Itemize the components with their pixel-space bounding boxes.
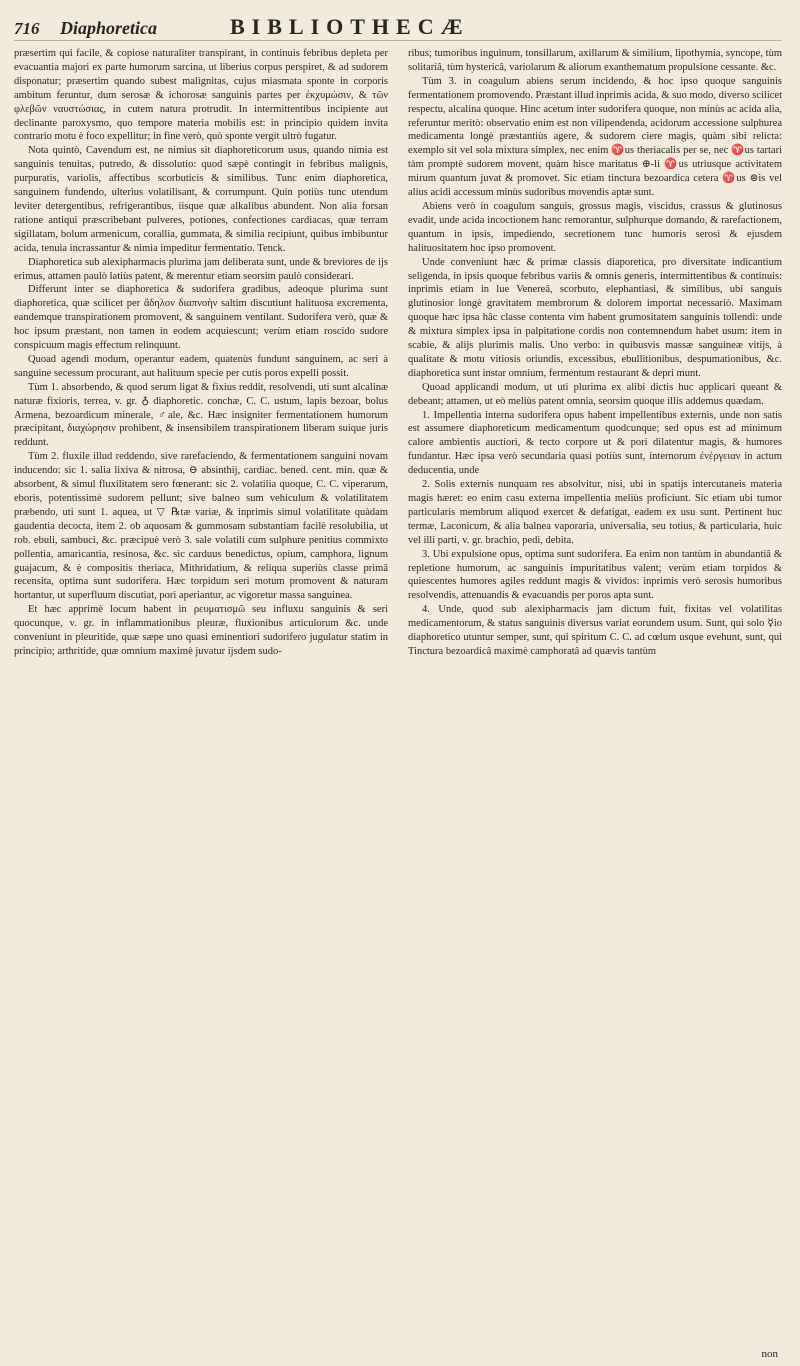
paragraph: 2. Solis externis nunquam res absolvitur, nisi, ubi in spatijs intercutaneis materia magis hæret: eo enim casu externa impellentia meliùs proficiunt. Sic etiam ubi tumor particularis membrum aliquod exercet & defatigat, eadem ex usu sunt. Pertinent huc termæ, Laconicum, & alia balnea vaporaria, universalia, seu totius, & particularia, huic vel illi parti, v. gr. brachio, pedi, debita.: [408, 479, 782, 546]
paragraph: Abiens verò in coagulum sanguis, grossus magis, viscidus, crassus & glutinosus evadit, unde acida incoctionem hanc remorantur, sulphurque domando, & rarefactionem, quantum in ipsis, impediendo, secretionem tunc humoris serosi & ejusdem halituositatem hoc ipso promovent.: [408, 200, 782, 254]
paragraph: Et hæc apprimè locum habent in ρευματισμῶ seu influxu sanguinis & seri quocunque, v. gr. in inflammationibus pleuræ, fluxionibus articulorum &c. unde conveniunt in pleuritide, quæ sæpe uno quasi eminentiori sudorifero jugulatur statim in principio; arthritide, quæ omnium maximè juvatur ijsdem sudo-: [14, 604, 388, 657]
paragraph: Unde conveniunt hæc & primæ classis diaporetica, pro diversitate indicantium seligenda, in ipsis quoque febribus variis & omnis generis, intermittentibus & continuis: inprimis etiam in lue Venereâ, scorbuto, elephantiasi, & similibus, ubi sanguis glutinosior longè gravitatem membrorum & dolorem importat necessariò. Maximam quoque hæc ipsa hâc classe contenta vim habent grumositatem sanguinis tollendi: unde & mixtura simplex ipsa in palpitatione cordis non contemnendum habet usum: item in scabie, & alijs plurimis malis. Uno verbo: in quibusvis massæ sanguineæ vitijs, à qualitate & motu vitiosis oriundis, excessibus, ebullitionibus, despumationibus, &c. diaphoretica sunt instar omnium, fermentum restaurant & depri munt.: [408, 256, 782, 379]
right-column: [408, 47, 782, 1357]
paragraph: 1. Impellentia interna sudorifera opus habent impellentibus externis, unde non satis est assumere diaphoreticum medicamentum quodcunque; sed opus est ad minimum calore ambientis auctiori, & tecto corpore ut & pori dilatentur magis, & humores fundantur. Hæc ipsa verò secundaria quasi potiùs sunt, internorum ἐνέργειαν in actum deducentia, unde: [408, 409, 782, 477]
book-title: BIBLIOTHECÆ: [230, 14, 470, 39]
paragraph: ribus; tumoribus inguinum, tonsillarum, axillarum & similium, lipothymia, syncope, tùm solitariâ, tùm hystericâ, variolarum & aliorum exanthematum propulsione cessante. &c.: [408, 48, 782, 73]
paragraph: Quoad agendi modum, operantur eadem, quatenùs fundunt sanguinem, ac seri à sanguine secessum procurant, aut halituum specie per cutis poros expelli possit.: [14, 353, 388, 379]
catchword: non: [761, 1348, 778, 1360]
paragraph: Quoad applicandi modum, ut uti plurima ex alibi dictis huc applicari queant & debeant; attamen, ut eò meliùs patent omnia, seorsim quoque illis addemus quædam.: [408, 381, 782, 407]
paragraph: Tùm 3. in coagulum abiens serum incidendo, & hoc ipso quoque sanguinis fermentationem promovendo. Præstant illud inprimis acida, & suo modo, diverso scilicet respectu, alcalina quoque. Hinc acetum inter sudorifera quoque, non minùs ac acida alia, referuntur meritò: observatio enim est non vilipendenda, acidorum accessione sulphurea medicamenta longè præstantiùs agere, & sudorem ciere magis, quàm sibi relicta: exemplo sit vel sola mixtura simplex, nec enim ♈us theriacalis per se, nec ♈us tartari tàm promptè sudorem movent, quàm hisce maritatus ⊕-li ♈us utriusque activitatem mirum quantum juvat & promovet. Sic etiam tinctura bezoardica cetera ♈us ⊜is vel alius acidi accessum minùs sudoribus movendis aptæ sunt.: [408, 75, 782, 199]
paragraph: 3. Ubi expulsione opus, optima sunt sudorifera. Ea enim non tantùm in abundantiâ & repletione humorum, ac sanguinis impuritatibus valent; verùm etiam torpidos & quiescentes humores agiles reddunt magis & vividos: inprimis verò serosis humoribus resolvendis, attenuandis & evacuandis per poros apta sunt.: [408, 548, 782, 602]
running-head: Diaphoretica: [60, 18, 157, 38]
left-column: [14, 47, 388, 1357]
paragraph: Diaphoretica sub alexipharmacis plurima jam deliberata sunt, unde & breviores de ijs erimus, attamen paulò latiùs patent, & merentur etiam seorsim paulò considerari.: [14, 256, 388, 282]
paragraph: præsertim qui facile, & copiose naturaliter transpirant, in continuis febribus depleta per evacuantia majori ex parte humorum sarcina, ut liberius corpus perspiret, & ad sudorem disponatur; præsertim quando subest malignitas, cujus miasmata sponte in corporis ambitum feruntur, dum serosæ & ichorosæ sanguinis partes per ἐκχυμώσιν, & τῶν φλεβῶν ναυστώσιας, in cutem natura protrudit. In intermittentibus incipiente aut declinante paroxysmo, quo tempore materia mobilis est: in principio quidem invita contrario motu è foco expellitur; in fine verò, quò sponte vergit ultrò fugatur.: [14, 48, 388, 143]
paragraph: Tùm 1. absorbendo, & quod serum ligat & fixius reddit, resolvendi, uti sunt alcalinæ naturæ fixioris, terrea, v. gr. ♁ diaphoretic. conchæ, C. C. ustum, lapis bezoar, bolus Armena, bezoardicum minerale, ♂ale, &c. Hæc insigniter fermentationem humorum præcipitant, διαχώρησιν prohibent, & insensibilem transpirationem liberam suique juris reddunt.: [14, 381, 388, 449]
paragraph: Differunt inter se diaphoretica & sudorifera gradibus, adeoque plurima sunt diaphoretica, quæ scilicet per ἄδηλον διαπνοὴν saltim discutiunt halituosa excrementa, eandemque transpirationem promovent, & sanguinem ventilant. Sudorifera verò, quæ & hoc ipsum præstant, non tamen in eodem acquiescunt; verùm etiam roscido sudore conspicuum magis effectum relinquunt.: [14, 284, 388, 352]
paragraph: Nota quintò, Cavendum est, ne nimius sit diaphoreticorum usus, quando nimia est sanguinis tenuitas, putredo, & dissolutio: quod sæpè contingit in febribus malignis, purpuratis, variolis, affectibus scorbuticis & similibus. Tunc enim diaphoretica, sanguinem fundendo, ulterius volatilisant, & corrumpunt. Quin potiùs tunc utendum leviter detergentibus, refrigerantibus, iisque quæ alkalibus abundent. Non alia forsan ratione antiqui præscribebant pulveres, potiones, confectiones cardiacas, quæ terram sigillatam, bolum armenicum, corallia, gummata, & similia recipiunt, quibus imbibuntur acida, tenuia incrassantur & nimia impeditur fermentatio. Tenck.: [14, 145, 388, 254]
paragraph: Tùm 2. fluxile illud reddendo, sive rarefaciendo, & fermentationem sanguini novam inducendo: sic 1. salia lixiva & nitrosa, ⊖ absinthij, cardiac. bened. cent. min. quæ & absorbent, & simul fluxilitatem sero fœnerant: sic 2. volatilia quoque, C. C. viperarum, eboris, potentissimè sudorem pellunt; sive balneo sum vehiculum & volatilitatem præbendo, uti sunt 1. aquea, ut ▽ ℞tæ variæ, & inprimis simul volatilitate quàdam gaudentia decocta, item 2. ob aquosam & gummosam substantiam facilè resolubilia, ut rob. ebuli, sambuci, &c. præcipuè verò 3. sale volatili cum sulphure penitius commixto pollentia, amaricantia, resinosa, &c. sic carduus benedictus, opium, camphora, lignum guajacum, & è compositis theriaca, Mithridatium, & reliqua superiùs classe primâ recensita, optima sunt sudorifera. Hæc torpidum seri motum promovent & naturam hortantur, ut superfluum discutiat, pori aperiantur, ac vigoretur massa sanguinea.: [14, 451, 388, 602]
text-columns: [14, 47, 782, 1357]
paragraph: 4. Unde, quod sub alexipharmacis jam dictum fuit, fixitas vel volatilitas medicamentorum, & status sanguinis diversus variat eorundem usum. Sunt, qui solo ☿io diaphoretico utuntur semper, sunt, qui spiritum C. C. ad cœlum usque evehunt, sunt, qui Tinctura bezoardicâ maximè camphoratâ ad quævis tantùm: [408, 604, 782, 657]
page-header: [14, 14, 782, 41]
page-number: 716: [14, 19, 40, 38]
